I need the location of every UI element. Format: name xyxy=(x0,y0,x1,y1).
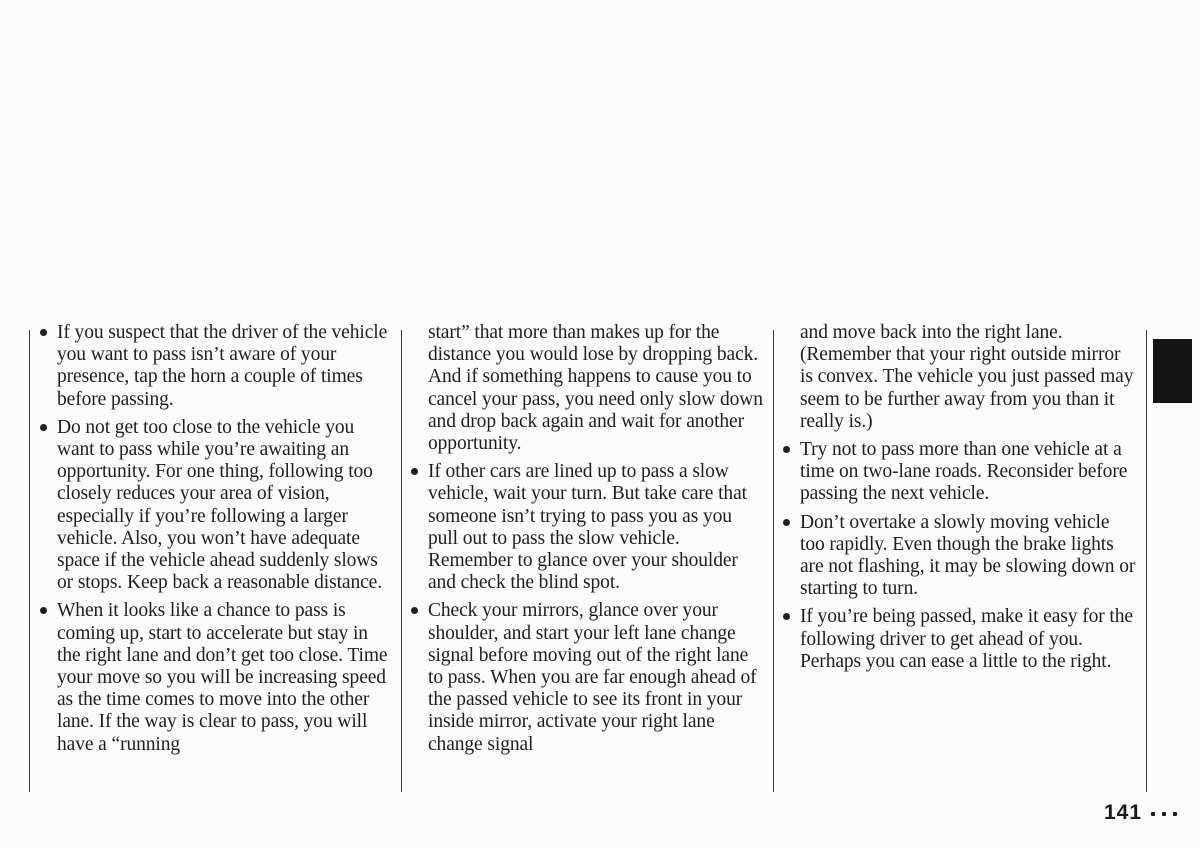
column-rule-middle-1 xyxy=(401,330,402,792)
column-rule-middle-2 xyxy=(773,330,774,792)
bullet-item xyxy=(428,461,766,594)
text-column-3 xyxy=(800,322,1136,679)
bullet-text: Do not get too close to the vehicle you want to pass while you’re awaiting an opportunity. For one thing, following too closely reduces your area of vision, especially if you’re following a larger vehicle. Also, you won’t have adequate space if the vehicle ahead suddenly slows or stops. Keep back a reasonable distance. xyxy=(57,416,383,594)
bullet-text: When it looks like a chance to pass is coming up, start to accelerate but stay in the right lane and don’t get too close. Time your move so you will be increasing speed as the time comes to move into the other lane. If the way is clear to pass, you will have a “running xyxy=(57,600,388,755)
bullet-text: If other cars are lined up to pass a slow vehicle, wait your turn. But take care that someone isn’t trying to pass you as you pull out to pass the slow vehicle. Remember to glance over your shoulder and check the blind spot. xyxy=(428,461,747,594)
bullet-text: If you’re being passed, make it easy for the following driver to get ahead of you. Perhaps you can ease a little to the right. xyxy=(800,606,1133,672)
bullet-text: Don’t overtake a slowly moving vehicle too rapidly. Even though the brake lights are not flashing, it may be slowing down or starting to turn. xyxy=(800,511,1136,600)
bullet-icon xyxy=(411,607,418,614)
continued-paragraph: start” that more than makes up for the distance you would lose by dropping back. And if something happens to cause you to cancel your pass, you need only slow down and drop back again and wait for another opportunity. xyxy=(428,322,763,455)
bullet-item xyxy=(57,600,394,755)
bullet-icon xyxy=(411,468,418,475)
text-column-2 xyxy=(428,322,766,762)
column-rule-left xyxy=(29,330,30,792)
page-continuation-dots-icon xyxy=(1151,812,1177,816)
bullet-item xyxy=(800,606,1136,673)
bullet-icon xyxy=(783,519,790,526)
column-rule-right xyxy=(1146,330,1147,792)
page-number: 141 xyxy=(1104,801,1143,824)
bullet-icon xyxy=(783,613,790,620)
bullet-item xyxy=(57,417,394,595)
bullet-icon xyxy=(783,446,790,453)
bullet-icon xyxy=(40,424,47,431)
bullet-icon xyxy=(40,329,47,336)
bullet-item xyxy=(800,439,1136,506)
text-column-1 xyxy=(57,322,394,762)
bullet-icon xyxy=(40,607,47,614)
bullet-text: Check your mirrors, glance over your shoulder, and start your left lane change signal before moving out of the right lane to pass. When you are far enough ahead of the passed vehicle to see its front in your inside mirror, activate your right lane change signal xyxy=(428,600,757,755)
bullet-item xyxy=(800,512,1136,601)
continued-paragraph: and move back into the right lane. (Remember that your right outside mirror is convex. The vehicle you just passed may seem to be further away from you than it really is.) xyxy=(800,322,1134,432)
section-tab-marker xyxy=(1153,339,1192,403)
bullet-item xyxy=(428,600,766,755)
bullet-text: If you suspect that the driver of the vehicle you want to pass isn’t aware of your presence, tap the horn a couple of times before passing. xyxy=(57,322,388,410)
bullet-item xyxy=(57,322,394,411)
bullet-text: Try not to pass more than one vehicle at a time on two-lane roads. Reconsider before passing the next vehicle. xyxy=(800,439,1128,505)
